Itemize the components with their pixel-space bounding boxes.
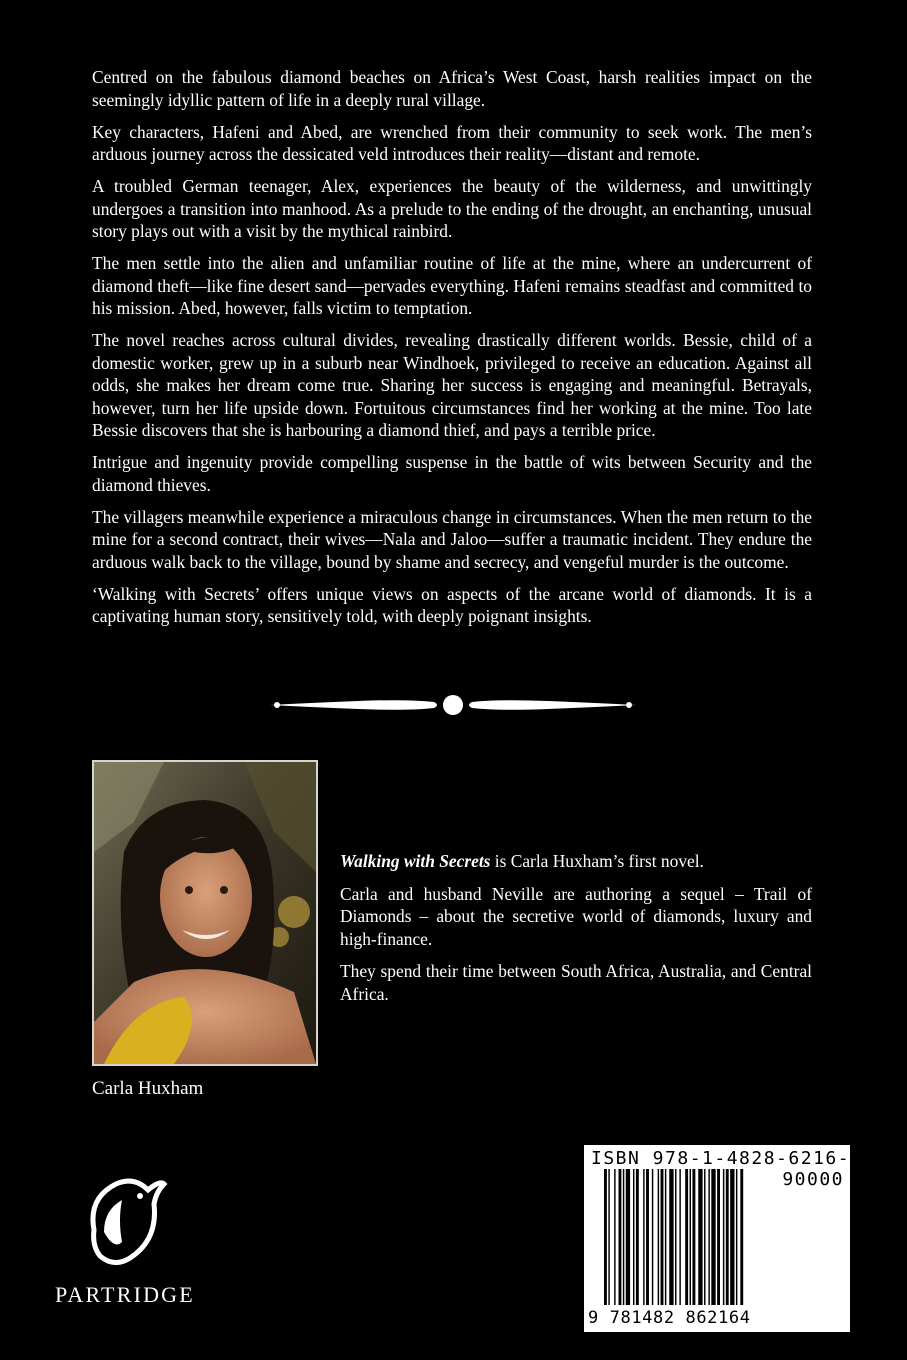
publisher-bird-logo-icon xyxy=(74,1170,170,1270)
blurb-paragraph-6: Intrigue and ingenuity provide compelling suspense in the battle of wits between Security and the diamond thieves. xyxy=(92,452,812,495)
blurb-paragraph-5: The novel reaches across cultural divides, revealing drastically different worlds. Bessie, child of a domestic worker, grew up in a suburb near Windhoek, privileged to receive an education. Against all odds, she makes her dream come true. Sharing her success is engaging and meaningful. Betrayals, however, turn her life upside down. Fortuitous circumstances find her working at the mine. Too late Bessie discovers that she is harbouring a diamond thief, and pays a terrible price. xyxy=(92,330,812,440)
blurb-paragraph-3: A troubled German teenager, Alex, experiences the beauty of the wilderness, and unwittingly undergoes a transition into manhood. As a prelude to the ending of the drought, an enchanting, unusual story plays out with a visit by the mythical rainbird. xyxy=(92,176,812,241)
author-bio xyxy=(340,850,812,1015)
blurb-paragraph-8: ‘Walking with Secrets’ offers unique views on aspects of the arcane world of diamonds. It is a captivating human story, sensitively told, with deeply poignant insights. xyxy=(92,583,812,626)
ornament-divider-icon xyxy=(268,688,638,722)
blurb-paragraph-7: The villagers meanwhile experience a miraculous change in circumstances. When the men return to the mine for a second contract, their wives—Nala and Jaloo—suffer a traumatic incident. They endure the arduous walk back to the village, bound by shame and secrecy, and vengeful murder is the outcome. xyxy=(92,506,812,572)
barcode-digits: 9 781482 862164 xyxy=(588,1308,751,1328)
barcode-bars xyxy=(604,1169,776,1305)
bio-first-novel-text: is Carla Huxham’s first novel. xyxy=(490,851,704,871)
isbn-barcode xyxy=(584,1145,863,1332)
price-code: 90000 xyxy=(782,1169,844,1190)
author-photo-caption: Carla Huxham xyxy=(92,1078,204,1099)
bio-paragraph-3: They spend their time between South Africa, Australia, and Central Africa. xyxy=(340,961,812,1004)
author-photo xyxy=(92,760,318,1066)
bio-paragraph-2: Carla and husband Neville are authoring a sequel – Trail of Diamonds – about the secretive world of diamonds, luxury and high-finance. xyxy=(340,883,812,949)
blurb-paragraph-1: Centred on the fabulous diamond beaches on Africa’s West Coast, harsh realities impact on the seemingly idyllic pattern of life in a deeply rural village. xyxy=(92,67,812,110)
publisher-name: PARTRIDGE xyxy=(55,1282,195,1307)
bio-paragraph-1 xyxy=(340,850,812,873)
blurb-paragraph-4: The men settle into the alien and unfamiliar routine of life at the mine, where an undercurrent of diamond theft—like fine desert sand—pervades everything. Hafeni remains steadfast and committed to his mission. Abed, however, falls victim to temptation. xyxy=(92,253,812,318)
bio-book-title: Walking with Secrets xyxy=(340,851,491,871)
back-cover-blurb xyxy=(92,66,812,637)
isbn-label: ISBN 978-1-4828-6216-4 xyxy=(591,1148,863,1169)
blurb-paragraph-2: Key characters, Hafeni and Abed, are wrenched from their community to seek work. The men’s arduous journey across the dessicated veld introduces their reality—distant and remote. xyxy=(92,121,812,164)
